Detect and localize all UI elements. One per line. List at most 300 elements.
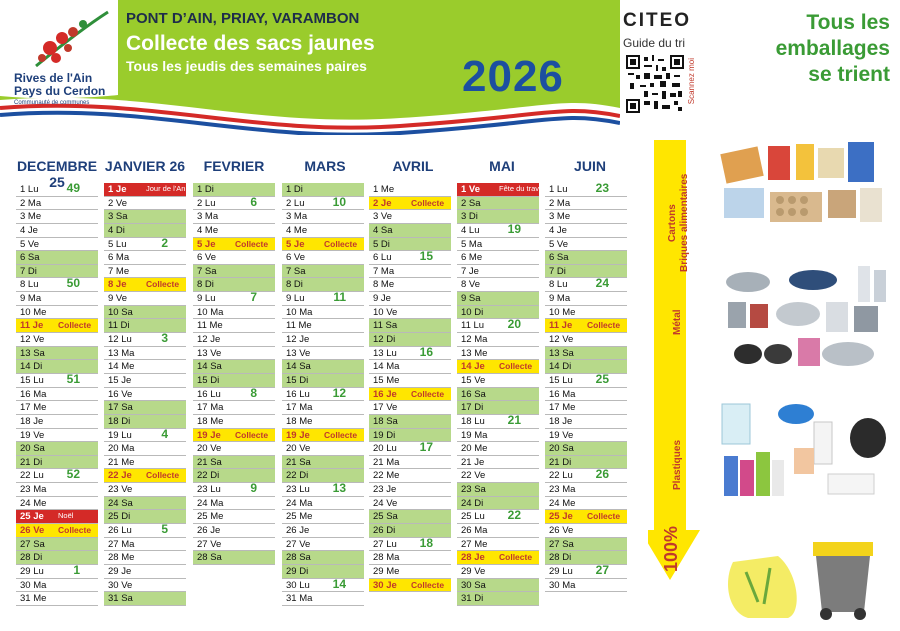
day-row	[104, 551, 186, 565]
day-label: 4 Je	[20, 224, 38, 236]
week-number: 50	[66, 276, 80, 291]
day-row	[369, 429, 451, 443]
day-label: 14 Je	[461, 361, 485, 373]
day-row	[282, 224, 364, 238]
day-row	[369, 497, 451, 511]
day-label: 11 Me	[286, 320, 312, 332]
day-row	[457, 412, 539, 429]
day-label: 9 Ve	[108, 293, 128, 305]
day-label: 23 Lu	[197, 484, 221, 496]
day-row	[282, 429, 364, 443]
day-row	[282, 524, 364, 538]
day-row	[104, 426, 186, 443]
day-label: 29 Lu	[20, 565, 44, 577]
month-column-4	[369, 183, 451, 592]
day-label: 4 Me	[286, 224, 308, 236]
day-label: 2 Ma	[549, 197, 571, 209]
day-label: 31 Di	[461, 593, 484, 605]
day-row	[16, 415, 98, 429]
week-number: 19	[507, 221, 521, 236]
day-row	[16, 197, 98, 211]
week-number: 2	[161, 235, 168, 250]
day-label: 1 Lu	[549, 184, 568, 195]
towns-title: PONT D’AIN, PRIAY, VARAMBON	[126, 10, 360, 27]
day-row	[104, 360, 186, 374]
day-row	[545, 360, 627, 374]
day-row	[104, 374, 186, 388]
week-number: 7	[250, 290, 257, 305]
day-row	[193, 333, 275, 347]
day-row	[104, 306, 186, 320]
day-label: 8 Lu	[20, 279, 39, 291]
day-label: 8 Lu	[549, 279, 568, 291]
day-row	[282, 483, 364, 497]
day-row	[369, 401, 451, 415]
day-label: 14 Me	[108, 361, 135, 373]
day-label: 17 Me	[549, 402, 576, 414]
day-row	[369, 415, 451, 429]
collecte-badge: Collecte	[58, 320, 92, 331]
week-number: 15	[419, 249, 433, 264]
day-row	[104, 483, 186, 497]
day-label: 9 Lu	[197, 293, 216, 305]
day-row	[193, 183, 275, 197]
day-label: 19 Je	[197, 429, 221, 441]
day-row	[457, 497, 539, 511]
day-row	[16, 456, 98, 470]
day-row	[457, 306, 539, 320]
day-row	[104, 278, 186, 292]
day-row	[457, 551, 539, 565]
day-row	[545, 401, 627, 415]
day-row	[193, 251, 275, 265]
day-row	[282, 194, 364, 211]
day-label: 1 Di	[286, 184, 303, 195]
day-row	[16, 562, 98, 579]
day-row	[282, 469, 364, 483]
citeo-brand: CITEO	[623, 10, 692, 31]
day-label: 28 Di	[20, 552, 43, 564]
day-label: 13 Me	[461, 347, 488, 359]
day-label: 27 Ve	[286, 538, 311, 550]
day-row	[457, 251, 539, 265]
day-row	[457, 292, 539, 306]
day-label: 3 Di	[461, 211, 478, 223]
day-label: 14 Ma	[373, 361, 400, 373]
day-row	[282, 278, 364, 292]
day-row	[282, 333, 364, 347]
day-label: 19 Lu	[108, 429, 132, 441]
day-label: 10 Di	[461, 306, 484, 318]
day-label: 29 Di	[286, 565, 309, 577]
day-label: 22 Ve	[461, 470, 486, 482]
day-row	[545, 292, 627, 306]
day-label: 7 Ma	[373, 265, 395, 277]
day-row	[369, 224, 451, 238]
day-label: 8 Me	[373, 279, 395, 291]
day-row	[16, 401, 98, 415]
day-label: 21 Me	[108, 456, 135, 468]
day-label: 20 Ve	[286, 443, 311, 455]
month-header-2: FEVRIER	[203, 158, 265, 174]
day-label: 21 Sa	[286, 456, 311, 468]
day-label: 18 Me	[286, 415, 313, 427]
day-label: 1 Je	[108, 184, 127, 195]
day-row	[104, 579, 186, 593]
day-label: 22 Lu	[549, 470, 573, 482]
day-row	[545, 347, 627, 361]
week-number: 6	[250, 194, 257, 209]
day-label: 2 Ma	[20, 197, 42, 209]
collecte-badge: Collecte	[587, 511, 621, 522]
day-row	[16, 592, 98, 606]
day-label: 29 Ve	[461, 565, 486, 577]
day-label: 26 Je	[197, 525, 221, 537]
day-row	[369, 319, 451, 333]
collecte-badge: Collecte	[411, 388, 445, 399]
day-label: 23 Sa	[461, 484, 486, 496]
day-label: 15 Di	[197, 374, 220, 386]
day-label: 2 Lu	[286, 197, 305, 209]
day-label: 16 Ma	[549, 388, 576, 400]
day-label: 11 Je	[549, 320, 573, 332]
day-label: 6 Ve	[286, 252, 306, 264]
day-row	[545, 429, 627, 443]
day-label: 15 Ve	[461, 374, 486, 386]
day-label: 14 Sa	[197, 361, 222, 373]
day-row	[16, 347, 98, 361]
day-row	[457, 278, 539, 292]
day-label: 9 Sa	[461, 293, 481, 305]
day-row	[369, 251, 451, 265]
day-row	[193, 524, 275, 538]
day-label: 20 Sa	[549, 443, 574, 455]
day-row	[369, 344, 451, 361]
day-row	[104, 497, 186, 511]
day-row	[282, 183, 364, 197]
day-row	[193, 429, 275, 443]
day-row	[282, 442, 364, 456]
week-number: 8	[250, 385, 257, 400]
day-label: 31 Ma	[286, 593, 313, 605]
day-label: 2 Sa	[461, 197, 481, 209]
day-label: 23 Ve	[108, 484, 133, 496]
day-row	[16, 551, 98, 565]
day-label: 12 Lu	[108, 334, 132, 346]
day-row	[104, 565, 186, 579]
day-row	[369, 210, 451, 224]
day-row	[457, 565, 539, 579]
day-row	[369, 374, 451, 388]
day-label: 18 Di	[108, 415, 131, 427]
day-label: 23 Ma	[20, 484, 47, 496]
day-row	[104, 183, 186, 197]
day-row	[282, 592, 364, 606]
day-label: 16 Ve	[108, 388, 133, 400]
day-row	[457, 469, 539, 483]
day-label: 3 Sa	[108, 211, 128, 223]
day-label: 18 Me	[197, 415, 224, 427]
day-row	[457, 319, 539, 333]
day-label: 13 Lu	[373, 347, 397, 359]
collecte-badge: Collecte	[411, 197, 445, 208]
day-row	[457, 210, 539, 224]
day-label: 24 Di	[461, 497, 484, 509]
day-label: 7 Di	[549, 265, 566, 277]
day-row	[193, 210, 275, 224]
day-label: 24 Sa	[108, 497, 133, 509]
day-row	[457, 333, 539, 347]
day-label: 21 Di	[549, 456, 572, 468]
day-label: 2 Lu	[197, 197, 216, 209]
day-label: 24 Ma	[197, 497, 224, 509]
day-row	[104, 524, 186, 538]
day-row	[104, 538, 186, 552]
logo-line1: Rives de l'Ain	[14, 71, 93, 85]
day-label: 4 Sa	[373, 224, 393, 236]
holiday-label: Fête du travail	[499, 184, 547, 193]
day-label: 4 Je	[549, 224, 567, 236]
day-row	[16, 524, 98, 538]
day-row	[104, 469, 186, 483]
day-label: 21 Ma	[373, 456, 400, 468]
collecte-badge: Collecte	[146, 470, 180, 481]
day-label: 19 Ve	[549, 429, 574, 441]
day-row	[16, 497, 98, 511]
day-row	[193, 347, 275, 361]
day-row	[16, 538, 98, 552]
day-label: 15 Lu	[549, 374, 573, 386]
day-row	[16, 210, 98, 224]
day-row	[104, 210, 186, 224]
day-row	[369, 524, 451, 538]
day-row	[545, 333, 627, 347]
day-row	[104, 456, 186, 470]
day-label: 18 Lu	[461, 415, 485, 427]
week-number: 52	[66, 467, 80, 482]
day-label: 12 Ma	[461, 334, 488, 346]
year-label: 2026	[462, 52, 564, 101]
collecte-badge: Collecte	[499, 361, 533, 372]
month-column-3	[282, 183, 364, 606]
collecte-badge: Collecte	[587, 320, 621, 331]
day-row	[545, 278, 627, 292]
day-row	[193, 415, 275, 429]
day-row	[104, 510, 186, 524]
day-label: 30 Ma	[549, 579, 576, 591]
day-label: 26 Ve	[20, 525, 45, 537]
day-label: 5 Lu	[108, 238, 127, 250]
day-row	[545, 510, 627, 524]
day-row	[545, 524, 627, 538]
day-row	[369, 483, 451, 497]
day-row	[545, 538, 627, 552]
day-label: 18 Je	[20, 415, 44, 427]
day-label: 25 Me	[286, 511, 313, 523]
day-row	[457, 579, 539, 593]
month-header-5: MAI	[489, 158, 515, 174]
day-row	[193, 497, 275, 511]
day-label: 4 Lu	[461, 224, 480, 236]
day-row	[369, 197, 451, 211]
day-row	[457, 197, 539, 211]
day-label: 28 Me	[108, 552, 135, 564]
day-row	[457, 538, 539, 552]
week-number: 5	[161, 522, 168, 537]
day-row	[282, 551, 364, 565]
category-briques: Briques alimentaires	[679, 173, 690, 272]
week-number: 17	[419, 440, 433, 455]
day-row	[545, 388, 627, 402]
day-row	[16, 238, 98, 252]
day-label: 17 Di	[461, 402, 484, 414]
day-row	[282, 415, 364, 429]
month-column-6	[545, 183, 627, 592]
day-row	[104, 401, 186, 415]
day-row	[104, 319, 186, 333]
day-row	[282, 319, 364, 333]
day-label: 16 Lu	[197, 388, 221, 400]
day-row	[457, 401, 539, 415]
day-label: 26 Di	[373, 525, 396, 537]
day-row	[104, 415, 186, 429]
day-row	[545, 371, 627, 388]
day-row	[282, 360, 364, 374]
day-row	[282, 538, 364, 552]
day-row	[16, 265, 98, 279]
week-number: 51	[66, 371, 80, 386]
day-label: 1 Ve	[461, 184, 481, 195]
day-label: 21 Di	[20, 456, 43, 468]
month-column-5	[457, 183, 547, 606]
day-label: 12 Je	[197, 334, 221, 346]
day-row	[16, 429, 98, 443]
day-row	[369, 360, 451, 374]
day-label: 19 Ve	[20, 429, 45, 441]
citeo-block	[623, 10, 713, 125]
qr-code-icon[interactable]	[626, 55, 684, 113]
month-header-1: JANVIER 26	[104, 158, 186, 174]
day-label: 6 Ma	[108, 252, 130, 264]
day-label: 8 Di	[286, 279, 303, 291]
day-label: 13 Ve	[286, 347, 311, 359]
day-label: 3 Ma	[197, 211, 219, 223]
day-label: 12 Di	[373, 334, 396, 346]
day-label: 25 Lu	[461, 511, 485, 523]
day-label: 2 Je	[373, 197, 392, 209]
day-label: 15 Di	[286, 374, 309, 386]
day-row	[369, 238, 451, 252]
day-row	[457, 592, 539, 606]
week-number: 27	[595, 562, 609, 577]
day-row	[16, 469, 98, 483]
day-row	[369, 278, 451, 292]
day-row	[282, 385, 364, 402]
day-row	[545, 306, 627, 320]
day-row	[545, 415, 627, 429]
plastiques-illustration	[718, 400, 893, 505]
day-row	[193, 385, 275, 402]
day-row	[16, 251, 98, 265]
collecte-badge: Collecte	[146, 279, 180, 290]
day-label: 10 Ve	[373, 306, 398, 318]
day-row	[369, 565, 451, 579]
tagline-line3: se trient	[808, 63, 890, 86]
day-label: 26 Je	[286, 525, 310, 537]
day-row	[193, 442, 275, 456]
collecte-badge: Collecte	[58, 525, 92, 536]
day-label: 23 Je	[373, 484, 397, 496]
day-label: 30 Lu	[286, 579, 310, 591]
tagline-line2: emballages	[775, 37, 890, 60]
day-label: 31 Sa	[108, 593, 133, 605]
day-row	[16, 360, 98, 374]
week-number: 21	[507, 412, 521, 427]
day-label: 5 Ma	[461, 238, 483, 250]
day-label: 13 Ma	[108, 347, 135, 359]
day-label: 8 Ve	[461, 279, 481, 291]
day-row	[545, 483, 627, 497]
bins-illustration	[718, 532, 893, 622]
tagline	[735, 10, 890, 88]
day-row	[104, 592, 186, 606]
logo-graphic	[28, 8, 113, 70]
day-row	[193, 456, 275, 470]
day-label: 3 Ma	[286, 211, 308, 223]
day-label: 12 Ve	[20, 334, 45, 346]
day-label: 19 Je	[286, 429, 310, 441]
day-row	[104, 224, 186, 238]
day-label: 11 Sa	[373, 320, 398, 332]
day-label: 13 Ve	[197, 347, 222, 359]
day-row	[16, 224, 98, 238]
week-number: 3	[161, 331, 168, 346]
day-row	[193, 483, 275, 497]
week-number: 24	[595, 276, 609, 291]
day-row	[104, 292, 186, 306]
day-row	[457, 183, 547, 197]
week-number: 23	[595, 181, 609, 195]
collecte-badge: Collecte	[411, 579, 445, 590]
day-label: 12 Ve	[549, 334, 574, 346]
day-label: 10 Sa	[108, 306, 133, 318]
day-label: 25 Je	[20, 511, 44, 523]
week-number: 16	[419, 344, 433, 359]
day-label: 14 Sa	[286, 361, 311, 373]
week-number: 11	[333, 290, 346, 305]
day-row	[545, 469, 627, 483]
header-banner	[0, 0, 620, 135]
day-label: 11 Me	[197, 320, 223, 332]
day-label: 1 Di	[197, 184, 214, 195]
day-row	[16, 292, 98, 306]
day-label: 16 Lu	[286, 388, 310, 400]
month-header-6: JUIN	[574, 158, 606, 174]
day-label: 14 Di	[549, 361, 572, 373]
day-label: 26 Ma	[461, 525, 488, 537]
day-row	[193, 224, 275, 238]
day-label: 22 Di	[286, 470, 309, 482]
day-row	[282, 210, 364, 224]
day-row	[16, 442, 98, 456]
day-row	[369, 183, 451, 197]
day-row	[282, 565, 364, 579]
collecte-badge: Collecte	[499, 552, 533, 563]
day-row	[193, 469, 275, 483]
day-row	[457, 238, 539, 252]
day-row	[193, 510, 275, 524]
day-row	[193, 265, 275, 279]
